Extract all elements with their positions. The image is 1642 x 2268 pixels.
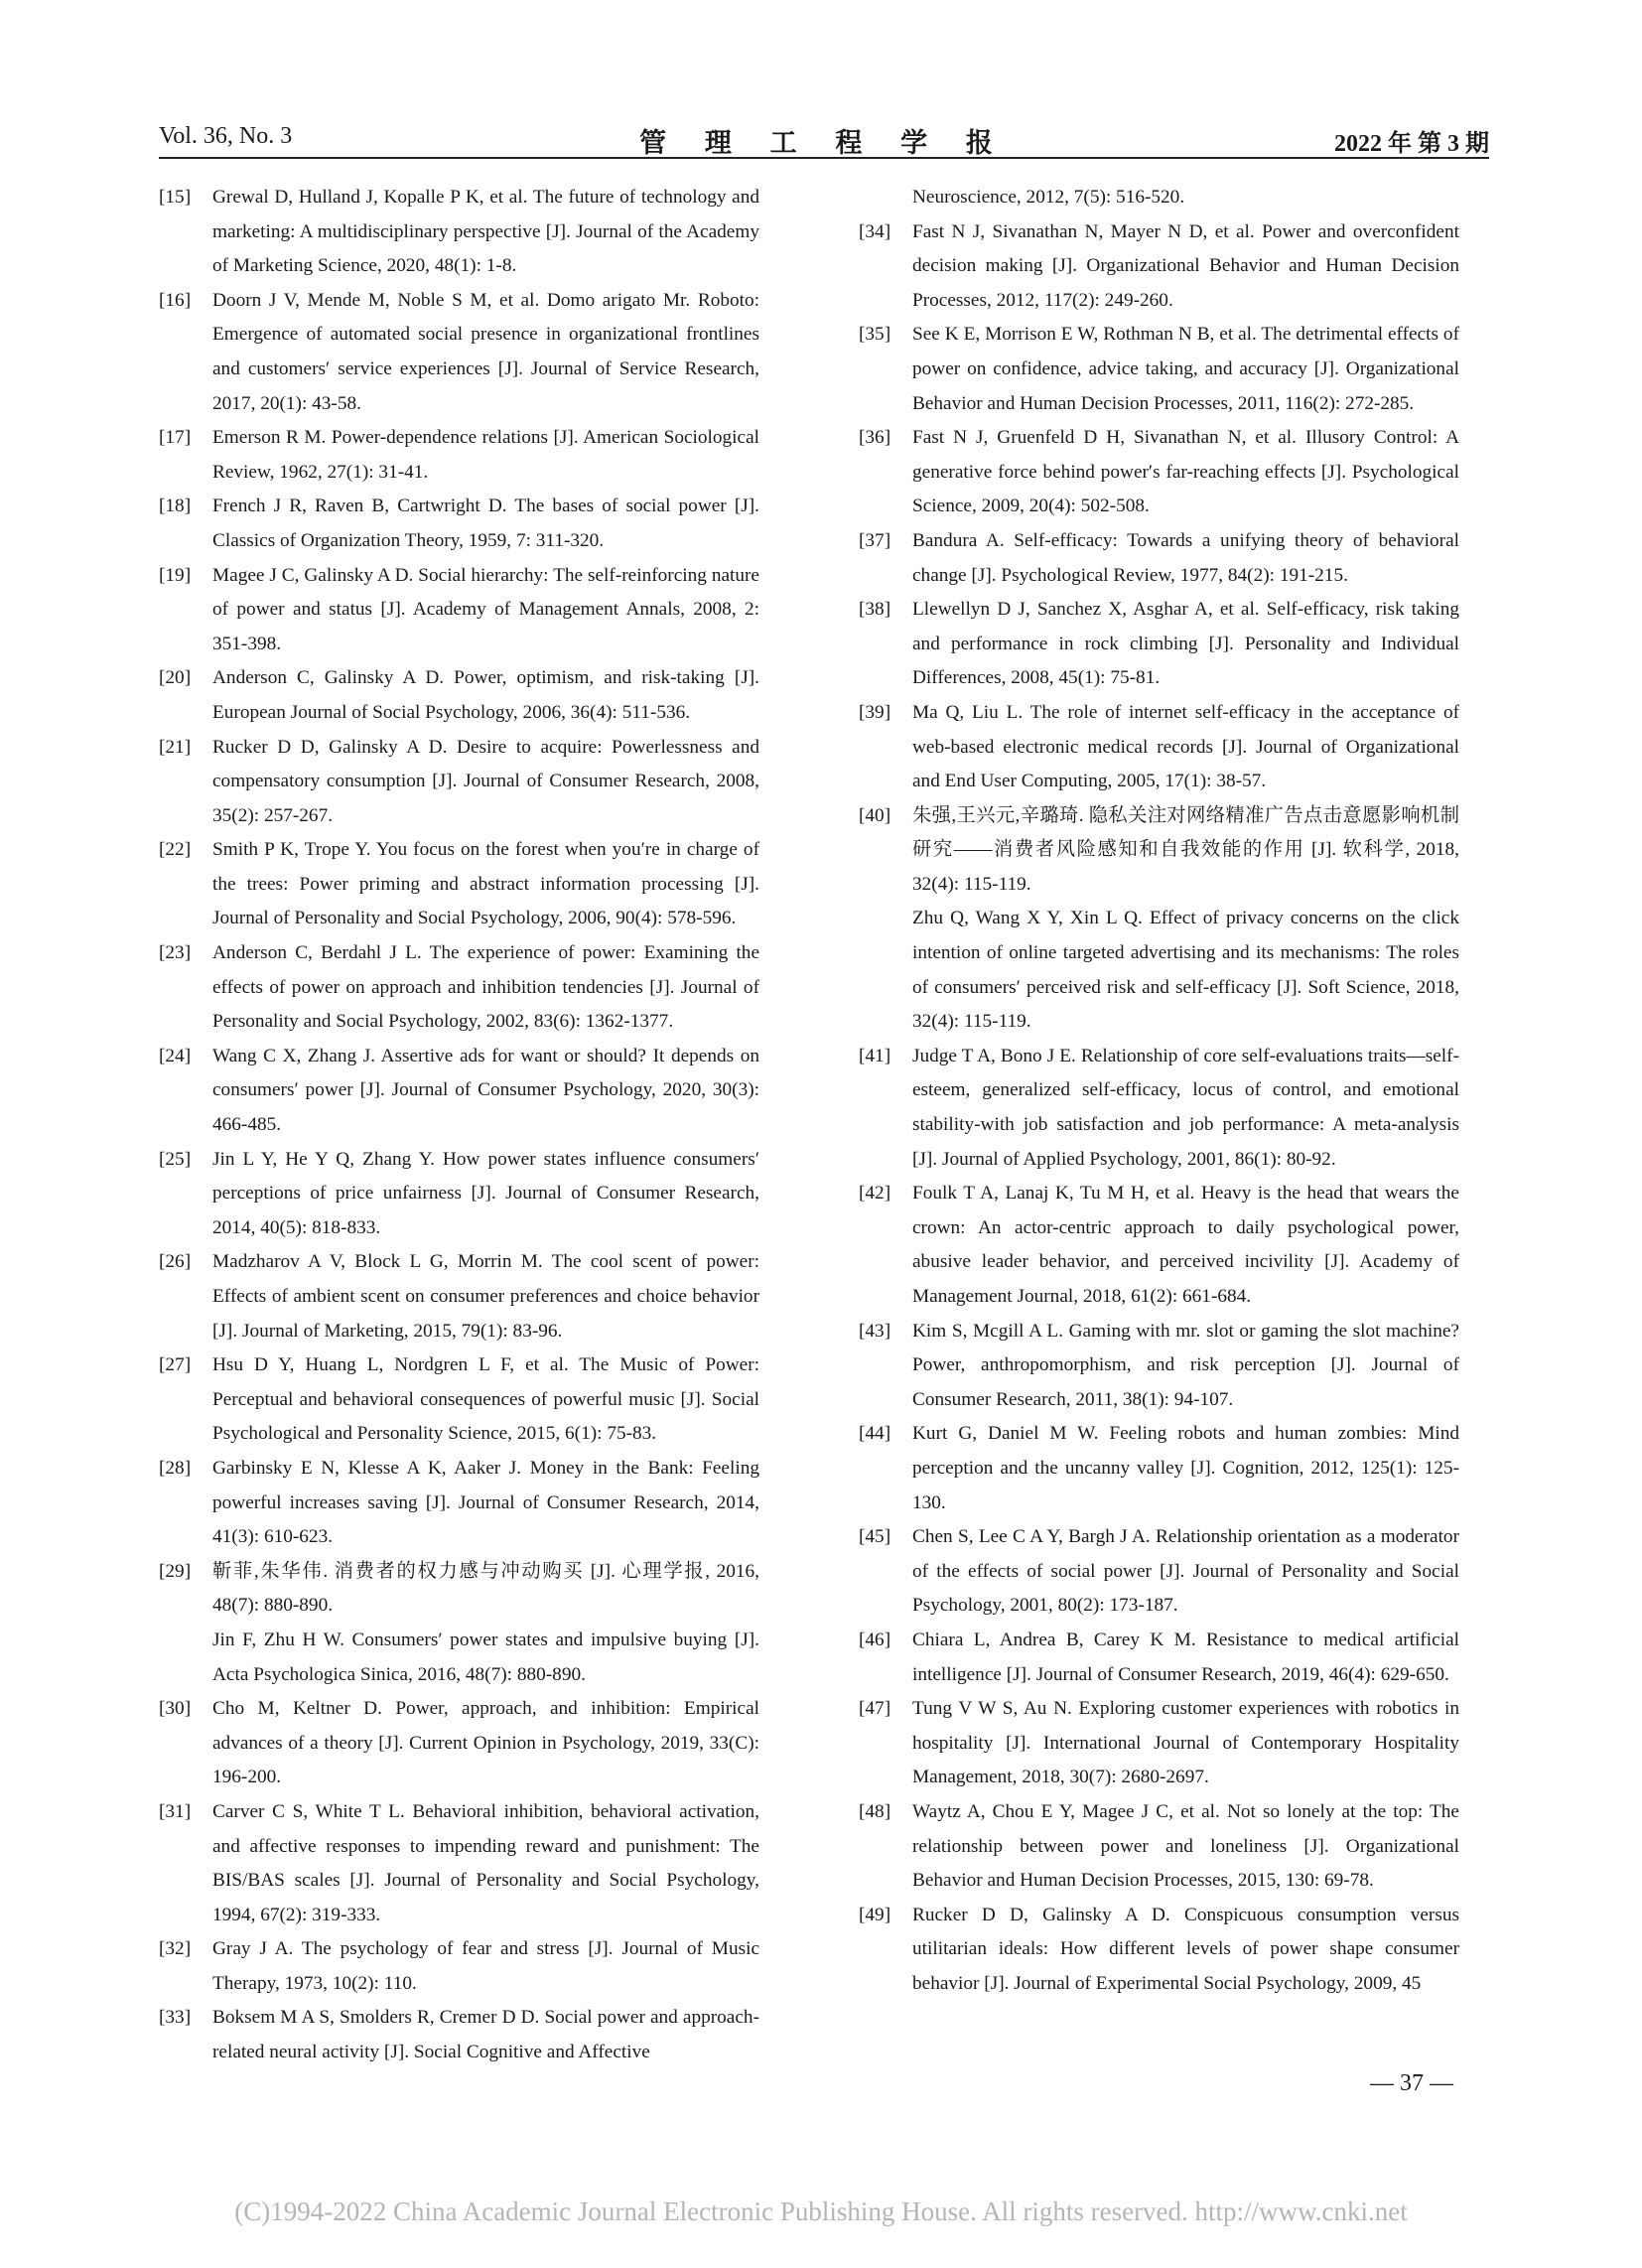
reference-item bbox=[859, 524, 1459, 593]
reference-item bbox=[159, 731, 759, 834]
reference-text bbox=[912, 1177, 1459, 1314]
reference-number: [47] bbox=[859, 1698, 891, 1720]
reference-citation: Judge T A, Bono J E. Relationship of core self-evaluations traits—self-esteem, generalized self-efficacy, locus of control, and emotional stability-with job satisfaction and job performance: A meta-analysis [J]. Journal of Applied Psychology, 2001, 86(1): 80-92. bbox=[912, 1045, 1459, 1170]
reference-text bbox=[212, 2001, 759, 2069]
reference-item bbox=[159, 1245, 759, 1348]
reference-number: [48] bbox=[859, 1800, 891, 1822]
reference-number: [16] bbox=[159, 289, 192, 311]
reference-item bbox=[859, 1624, 1459, 1692]
copyright-footer: (C)1994-2022 China Academic Journal Electronic Publishing House. All rights reserved. http://www.cnki.net bbox=[234, 2197, 1408, 2226]
reference-citation: Wang C X, Zhang J. Assertive ads for want or should? It depends on consumers′ power [J]. Journal of Consumer Psychology, 2020, 30(3): 466-485. bbox=[212, 1045, 759, 1136]
reference-text bbox=[212, 181, 759, 284]
reference-number: [43] bbox=[859, 1320, 891, 1342]
reference-citation: Chen S, Lee C A Y, Bargh J A. Relationship orientation as a moderator of the effects of social power [J]. Journal of Personality and Social Psychology, 2001, 80(2): 173-187. bbox=[912, 1526, 1459, 1617]
reference-citation: 靳菲,朱华伟. 消费者的权力感与冲动购买 [J]. 心理学报, 2016, 48(7): 880-890. bbox=[212, 1560, 759, 1617]
reference-citation: French J R, Raven B, Cartwright D. The bases of social power [J]. Classics of Organization Theory, 1959, 7: 311-320. bbox=[212, 496, 759, 551]
reference-item bbox=[859, 1520, 1459, 1624]
references-left-column bbox=[159, 181, 759, 2070]
reference-number: [34] bbox=[859, 220, 891, 242]
reference-item bbox=[159, 1143, 759, 1246]
reference-item bbox=[859, 1040, 1459, 1177]
reference-number: [38] bbox=[859, 599, 891, 621]
reference-text bbox=[912, 1520, 1459, 1624]
reference-text bbox=[212, 1555, 759, 1692]
reference-text bbox=[212, 936, 759, 1040]
reference-citation: Boksem M A S, Smolders R, Cremer D D. Social power and approach-related neural activity [J]. Social Cognitive and Affective bbox=[212, 2007, 759, 2063]
reference-text bbox=[912, 1899, 1459, 2002]
reference-item bbox=[159, 1348, 759, 1452]
reference-text bbox=[912, 215, 1459, 319]
reference-citation: Smith P K, Trope Y. You focus on the forest when you′re in charge of the trees: Power priming and abstract information processing [J]. Journal of Personality and Social Psychology, 2006, 90(4): 578-596. bbox=[212, 839, 759, 929]
reference-text bbox=[912, 1795, 1459, 1899]
reference-citation: Garbinsky E N, Klesse A K, Aaker J. Money in the Bank: Feeling powerful increases saving [J]. Journal of Consumer Research, 2014, 41(3): 610-623. bbox=[212, 1457, 759, 1548]
reference-citation: Madzharov A V, Block L G, Morrin M. The cool scent of power: Effects of ambient scent on consumer preferences and choice behavior [J]. Journal of Marketing, 2015, 79(1): 83-96. bbox=[212, 1251, 759, 1342]
reference-item bbox=[159, 1452, 759, 1555]
reference-text bbox=[912, 1417, 1459, 1520]
reference-number: [49] bbox=[859, 1904, 891, 1925]
reference-text bbox=[212, 284, 759, 421]
reference-citation: Anderson C, Galinsky A D. Power, optimism, and risk-taking [J]. European Journal of Social Psychology, 2006, 36(4): 511-536. bbox=[212, 667, 759, 723]
reference-number: [46] bbox=[859, 1629, 891, 1650]
reference-text bbox=[912, 1624, 1459, 1692]
reference-citation: Anderson C, Berdahl J L. The experience of power: Examining the effects of power on approach and inhibition tendencies [J]. Journal of Personality and Social Psychology, 2002, 83(6): 1362-1377. bbox=[212, 942, 759, 1033]
reference-citation: Gray J A. The psychology of fear and stress [J]. Journal of Music Therapy, 1973, 10(2): 110. bbox=[212, 1938, 759, 1994]
reference-citation: Rucker D D, Galinsky A D. Desire to acquire: Powerlessness and compensatory consumption [J]. Journal of Consumer Research, 2008, 35(2): 257-267. bbox=[212, 736, 759, 826]
reference-text bbox=[212, 1692, 759, 1795]
reference-citation: Grewal D, Hulland J, Kopalle P K, et al. The future of technology and marketing: A multidisciplinary perspective [J]. Journal of the Academy of Marketing Science, 2020, 48(1): 1-8. bbox=[212, 187, 759, 277]
reference-number: [25] bbox=[159, 1148, 192, 1170]
reference-number: [37] bbox=[859, 529, 891, 551]
reference-item bbox=[859, 1177, 1459, 1314]
reference-item bbox=[859, 1795, 1459, 1899]
reference-citation: Fast N J, Gruenfeld D H, Sivanathan N, et al. Illusory Control: A generative force behind power′s far-reaching effects [J]. Psychological Science, 2009, 20(4): 502-508. bbox=[912, 427, 1459, 517]
reference-text bbox=[212, 1932, 759, 2001]
header-rule bbox=[159, 157, 1489, 159]
reference-text bbox=[912, 524, 1459, 593]
reference-citation: Hsu D Y, Huang L, Nordgren L F, et al. The Music of Power: Perceptual and behavioral consequences of powerful music [J]. Social Psychological and Personality Science, 2015, 6(1): 75-83. bbox=[212, 1354, 759, 1445]
reference-number: [24] bbox=[159, 1045, 192, 1066]
reference-item bbox=[859, 215, 1459, 319]
reference-item bbox=[859, 1315, 1459, 1418]
reference-number: [40] bbox=[859, 804, 891, 826]
reference-number: [18] bbox=[159, 496, 192, 517]
reference-item bbox=[859, 1899, 1459, 2002]
reference-text bbox=[212, 1245, 759, 1348]
running-header bbox=[159, 117, 1489, 157]
reference-citation: Ma Q, Liu L. The role of internet self-efficacy in the acceptance of web-based electronic medical records [J]. Journal of Organizational and End User Computing, 2005, 17(1): 38-57. bbox=[912, 701, 1459, 792]
reference-number: [39] bbox=[859, 701, 891, 723]
reference-citation: Carver C S, White T L. Behavioral inhibition, behavioral activation, and affective responses to impending reward and punishment: The BIS/BAS scales [J]. Journal of Personality and Social Psychology, 1994, 67(2): 319-333. bbox=[212, 1800, 759, 1925]
reference-text bbox=[212, 1452, 759, 1555]
reference-citation: Jin L Y, He Y Q, Zhang Y. How power states influence consumers′ perceptions of price unfairness [J]. Journal of Consumer Research, 2014, 40(5): 818-833. bbox=[212, 1148, 759, 1238]
reference-citation: See K E, Morrison E W, Rothman N B, et al. The detrimental effects of power on confidence, advice taking, and accuracy [J]. Organizational Behavior and Human Decision Processes, 2011, 116(2): 272-285. bbox=[912, 324, 1459, 414]
reference-citation: Foulk T A, Lanaj K, Tu M H, et al. Heavy is the head that wears the crown: An actor-centric approach to daily psychological power, abusive leader behavior, and perceived incivility [J]. Academy of Management Journal, 2018, 61(2): 661-684. bbox=[912, 1183, 1459, 1307]
reference-item bbox=[859, 318, 1459, 421]
reference-text bbox=[212, 490, 759, 558]
reference-item bbox=[159, 936, 759, 1040]
reference-number: [21] bbox=[159, 736, 192, 758]
reference-item bbox=[159, 2001, 759, 2069]
reference-number: [22] bbox=[159, 839, 192, 861]
reference-text bbox=[912, 1040, 1459, 1177]
reference-item bbox=[859, 1692, 1459, 1795]
reference-item bbox=[159, 661, 759, 730]
reference-citation: Kurt G, Daniel M W. Feeling robots and human zombies: Mind perception and the uncanny valley [J]. Cognition, 2012, 125(1): 125-130. bbox=[912, 1423, 1459, 1513]
reference-number: [41] bbox=[859, 1045, 891, 1066]
issue-label: 2022 年 第 3 期 bbox=[1334, 131, 1489, 157]
reference-number: [17] bbox=[159, 427, 192, 449]
reference-text bbox=[212, 1348, 759, 1452]
reference-citation: 朱强,王兴元,辛璐琦. 隐私关注对网络精准广告点击意愿影响机制研究——消费者风险感知和自我效能的作用 [J]. 软科学, 2018, 32(4): 115-119. bbox=[912, 804, 1459, 895]
reference-citation: Rucker D D, Galinsky A D. Conspicuous consumption versus utilitarian ideals: How different levels of power shape consumer behavior [J]. Journal of Experimental Social Psychology, 2009, 45 bbox=[912, 1904, 1459, 1994]
reference-number: [31] bbox=[159, 1800, 192, 1822]
references-right-column bbox=[859, 181, 1459, 2001]
reference-item bbox=[159, 559, 759, 662]
reference-text bbox=[912, 421, 1459, 524]
reference-number: [20] bbox=[159, 667, 192, 689]
reference-text bbox=[212, 661, 759, 730]
reference-citation: Tung V W S, Au N. Exploring customer experiences with robotics in hospitality [J]. International Journal of Contemporary Hospitality Management, 2018, 30(7): 2680-2697. bbox=[912, 1698, 1459, 1788]
reference-item bbox=[159, 1932, 759, 2001]
reference-number: [26] bbox=[159, 1251, 192, 1273]
reference-citation: Waytz A, Chou E Y, Magee J C, et al. Not so lonely at the top: The relationship between power and loneliness [J]. Organizational Behavior and Human Decision Processes, 2015, 130: 69-78. bbox=[912, 1800, 1459, 1892]
reference-number: [33] bbox=[159, 2007, 192, 2029]
reference-translation: Jin F, Zhu H W. Consumers′ power states and impulsive buying [J]. Acta Psychologica Sinica, 2016, 48(7): 880-890. bbox=[212, 1629, 759, 1685]
reference-citation: Emerson R M. Power-dependence relations [J]. American Sociological Review, 1962, 27(1): 31-41. bbox=[212, 427, 759, 483]
reference-number: [19] bbox=[159, 564, 192, 586]
reference-number: [35] bbox=[859, 324, 891, 346]
journal-volume: Vol. 36, No. 3 bbox=[159, 123, 293, 149]
reference-text bbox=[912, 593, 1459, 696]
journal-title: 管 理 工 程 学 报 bbox=[639, 128, 1009, 158]
reference-text bbox=[912, 1315, 1459, 1418]
reference-citation: Bandura A. Self-efficacy: Towards a unifying theory of behavioral change [J]. Psychological Review, 1977, 84(2): 191-215. bbox=[912, 529, 1459, 586]
reference-text bbox=[212, 1040, 759, 1143]
reference-continuation: Neuroscience, 2012, 7(5): 516-520. bbox=[912, 187, 1185, 208]
reference-number: [32] bbox=[159, 1938, 192, 1960]
reference-item bbox=[859, 421, 1459, 524]
reference-text bbox=[212, 1795, 759, 1932]
reference-text bbox=[912, 318, 1459, 421]
reference-item bbox=[859, 696, 1459, 799]
reference-item bbox=[859, 799, 1459, 1040]
reference-number: [36] bbox=[859, 427, 891, 449]
reference-text bbox=[212, 731, 759, 834]
reference-item bbox=[859, 1417, 1459, 1520]
reference-item bbox=[859, 593, 1459, 696]
reference-number: [44] bbox=[859, 1423, 891, 1445]
reference-citation: Cho M, Keltner D. Power, approach, and inhibition: Empirical advances of a theory [J]. Current Opinion in Psychology, 2019, 33(C): 196-200. bbox=[212, 1698, 759, 1788]
reference-text bbox=[912, 696, 1459, 799]
reference-number: [15] bbox=[159, 187, 192, 208]
reference-item bbox=[159, 421, 759, 490]
reference-citation: Llewellyn D J, Sanchez X, Asghar A, et al. Self-efficacy, risk taking and performance in rock climbing [J]. Personality and Individual Differences, 2008, 45(1): 75-81. bbox=[912, 599, 1459, 689]
reference-item bbox=[159, 284, 759, 421]
reference-citation: Fast N J, Sivanathan N, Mayer N D, et al. Power and overconfident decision making [J]. Organizational Behavior and Human Decision Processes, 2012, 117(2): 249-260. bbox=[912, 220, 1459, 311]
reference-text bbox=[212, 1143, 759, 1246]
reference-number: [23] bbox=[159, 942, 192, 964]
reference-number: [42] bbox=[859, 1183, 891, 1205]
reference-text bbox=[912, 1692, 1459, 1795]
reference-item bbox=[159, 490, 759, 558]
reference-text bbox=[212, 421, 759, 490]
reference-item bbox=[159, 1040, 759, 1143]
reference-number: [30] bbox=[159, 1698, 192, 1720]
reference-item bbox=[159, 833, 759, 936]
page-number: — 37 — bbox=[1370, 2070, 1453, 2096]
reference-number: [28] bbox=[159, 1457, 192, 1479]
reference-item bbox=[159, 1555, 759, 1692]
reference-citation: Magee J C, Galinsky A D. Social hierarchy: The self-reinforcing nature of power and status [J]. Academy of Management Annals, 2008, 2: 351-398. bbox=[212, 564, 759, 654]
reference-text bbox=[912, 799, 1459, 1040]
reference-citation: Kim S, Mcgill A L. Gaming with mr. slot or gaming the slot machine? Power, anthropomorphism, and risk perception [J]. Journal of Consumer Research, 2011, 38(1): 94-107. bbox=[912, 1320, 1459, 1410]
reference-item bbox=[159, 181, 759, 284]
reference-citation: Chiara L, Andrea B, Carey K M. Resistance to medical artificial intelligence [J]. Journal of Consumer Research, 2019, 46(4): 629-650. bbox=[912, 1629, 1459, 1685]
reference-text bbox=[212, 833, 759, 936]
reference-text bbox=[212, 559, 759, 662]
reference-item bbox=[159, 1692, 759, 1795]
reference-translation: Zhu Q, Wang X Y, Xin L Q. Effect of privacy concerns on the click intention of online targeted advertising and its mechanisms: The roles of consumers′ perceived risk and self-efficacy [J]. Soft Science, 2018, 32(4): 115-119. bbox=[912, 908, 1459, 1033]
reference-citation: Doorn J V, Mende M, Noble S M, et al. Domo arigato Mr. Roboto: Emergence of automated social presence in organizational frontlines and customers′ service experiences [J]. Journal of Service Research, 2017, 20(1): 43-58. bbox=[212, 289, 759, 414]
reference-item bbox=[159, 1795, 759, 1932]
reference-number: [27] bbox=[159, 1354, 192, 1376]
reference-number: [45] bbox=[859, 1526, 891, 1548]
reference-number: [29] bbox=[159, 1560, 192, 1582]
